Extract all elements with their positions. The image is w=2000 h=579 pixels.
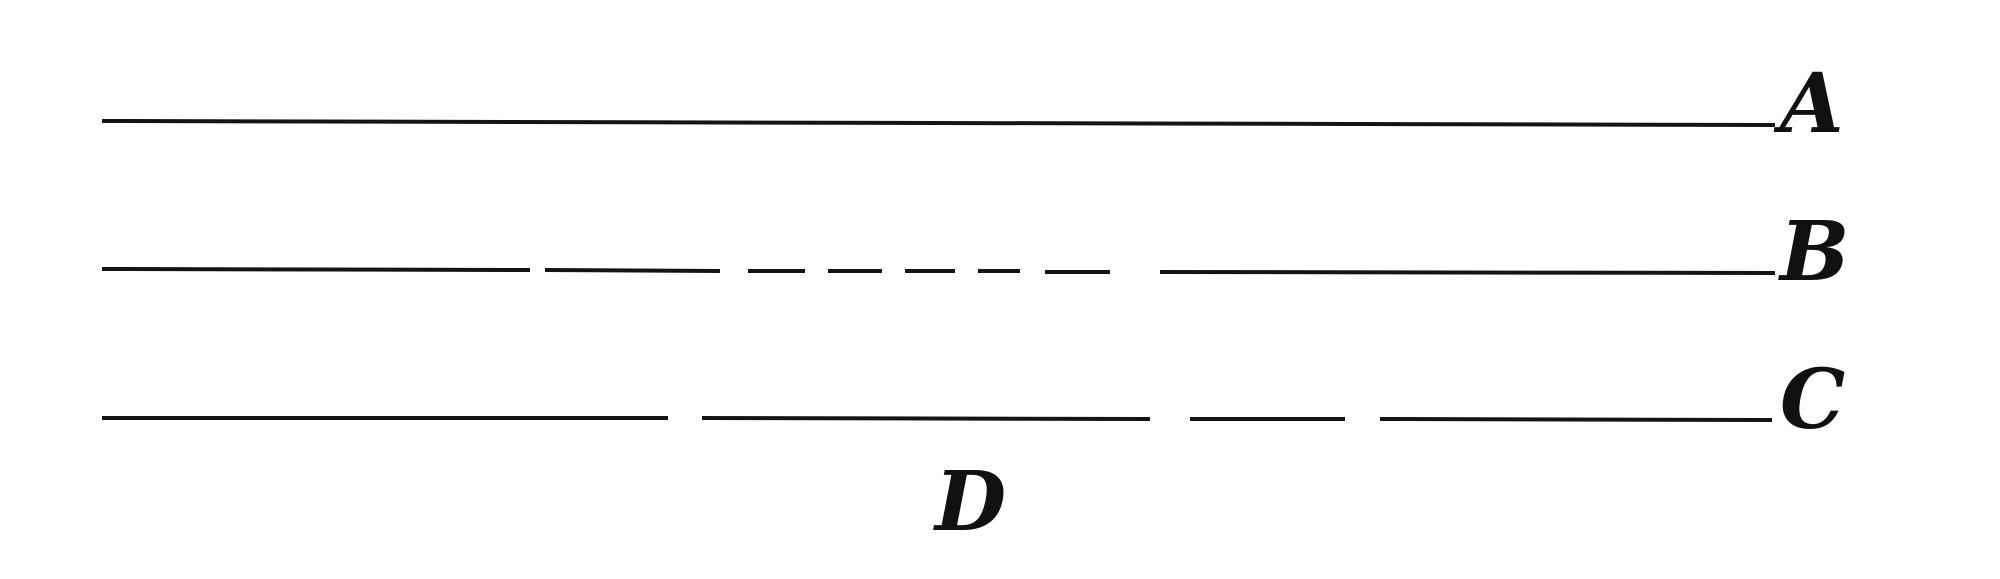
line-c bbox=[102, 418, 1772, 420]
line-b bbox=[102, 269, 1775, 273]
line-c-segment bbox=[1380, 419, 1772, 420]
label-d: D bbox=[935, 454, 1007, 550]
line-b-solid-left bbox=[102, 269, 530, 270]
line-a-segment bbox=[102, 121, 1775, 125]
line-b-solid-left-2 bbox=[545, 270, 720, 271]
label-b: B bbox=[1780, 204, 1850, 300]
label-c: C bbox=[1780, 352, 1846, 448]
label-a: A bbox=[1780, 56, 1844, 152]
line-b-solid-right bbox=[1160, 272, 1775, 273]
line-a bbox=[102, 121, 1775, 125]
line-c-segment bbox=[702, 418, 1150, 419]
